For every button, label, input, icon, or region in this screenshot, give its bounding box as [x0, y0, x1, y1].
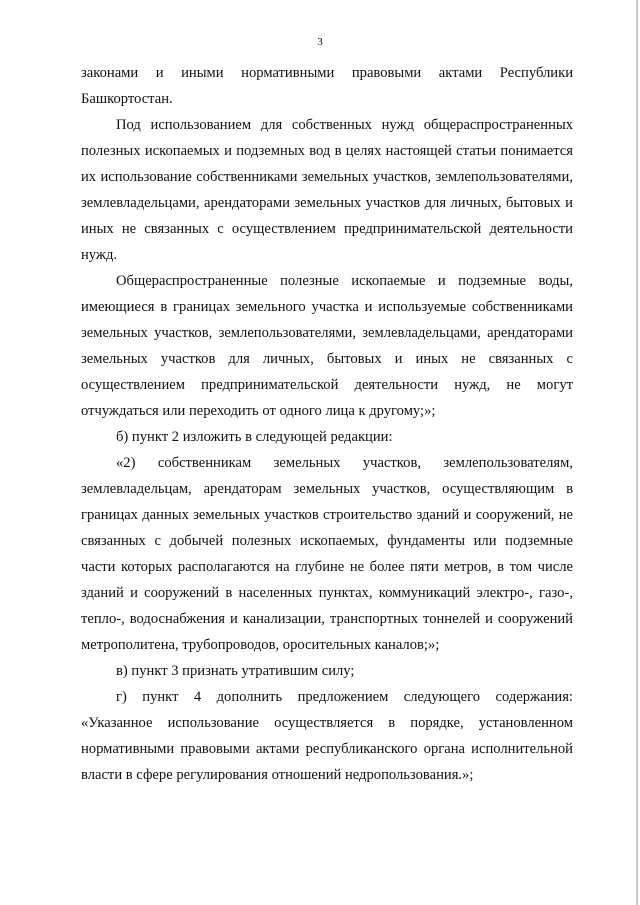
document-body — [81, 60, 573, 788]
paragraph-1: законами и иными нормативными правовыми актами Республики Башкортостан. — [81, 65, 573, 107]
paragraph-2: Под использованием для собственных нужд общераспространенных полезных ископаемых и подземных вод в целях настоящей статьи понимается их использование собственниками земельных участков, землепользователями, землевладельцами, арендаторами земельных участков для личных, бытовых и иных не связанных с осуществлением предпринимательской деятельности нужд. — [81, 117, 573, 263]
page-number: 3 — [317, 36, 323, 48]
paragraph-4: б) пункт 2 изложить в следующей редакции: — [116, 429, 393, 445]
paragraph-6: в) пункт 3 признать утратившим силу; — [116, 663, 355, 679]
scan-edge — [636, 0, 638, 905]
paragraph-7: г) пункт 4 дополнить предложением следующего содержания: «Указанное использование осуществляется в порядке, установленном нормативными правовыми актами республиканского органа исполнительной власти в сфере регулирования отношений недропользования.»; — [81, 689, 573, 783]
paragraph-3: Общераспространенные полезные ископаемые и подземные воды, имеющиеся в границах земельного участка и используемые собственниками земельных участков, землепользователями, землевладельцами, арендаторами земельных участков для личных, бытовых и иных не связанных с осуществлением предпринимательской деятельности нужд, не могут отчуждаться или переходить от одного лица к другому;»; — [81, 273, 573, 419]
paragraph-5: «2) собственникам земельных участков, землепользователям, землевладельцам, арендаторам земельных участков, осуществляющим в границах данных земельных участков строительство зданий и сооружений, не связанных с добычей полезных ископаемых, фундаменты или подземные части которых располагаются на глубине не более пяти метров, в том числе зданий и сооружений в населенных пунктах, коммуникаций электро-, газо-, тепло-, водоснабжения и канализации, транспортных тоннелей и сооружений метрополитена, трубопроводов, оросительных каналов;»; — [81, 455, 573, 653]
